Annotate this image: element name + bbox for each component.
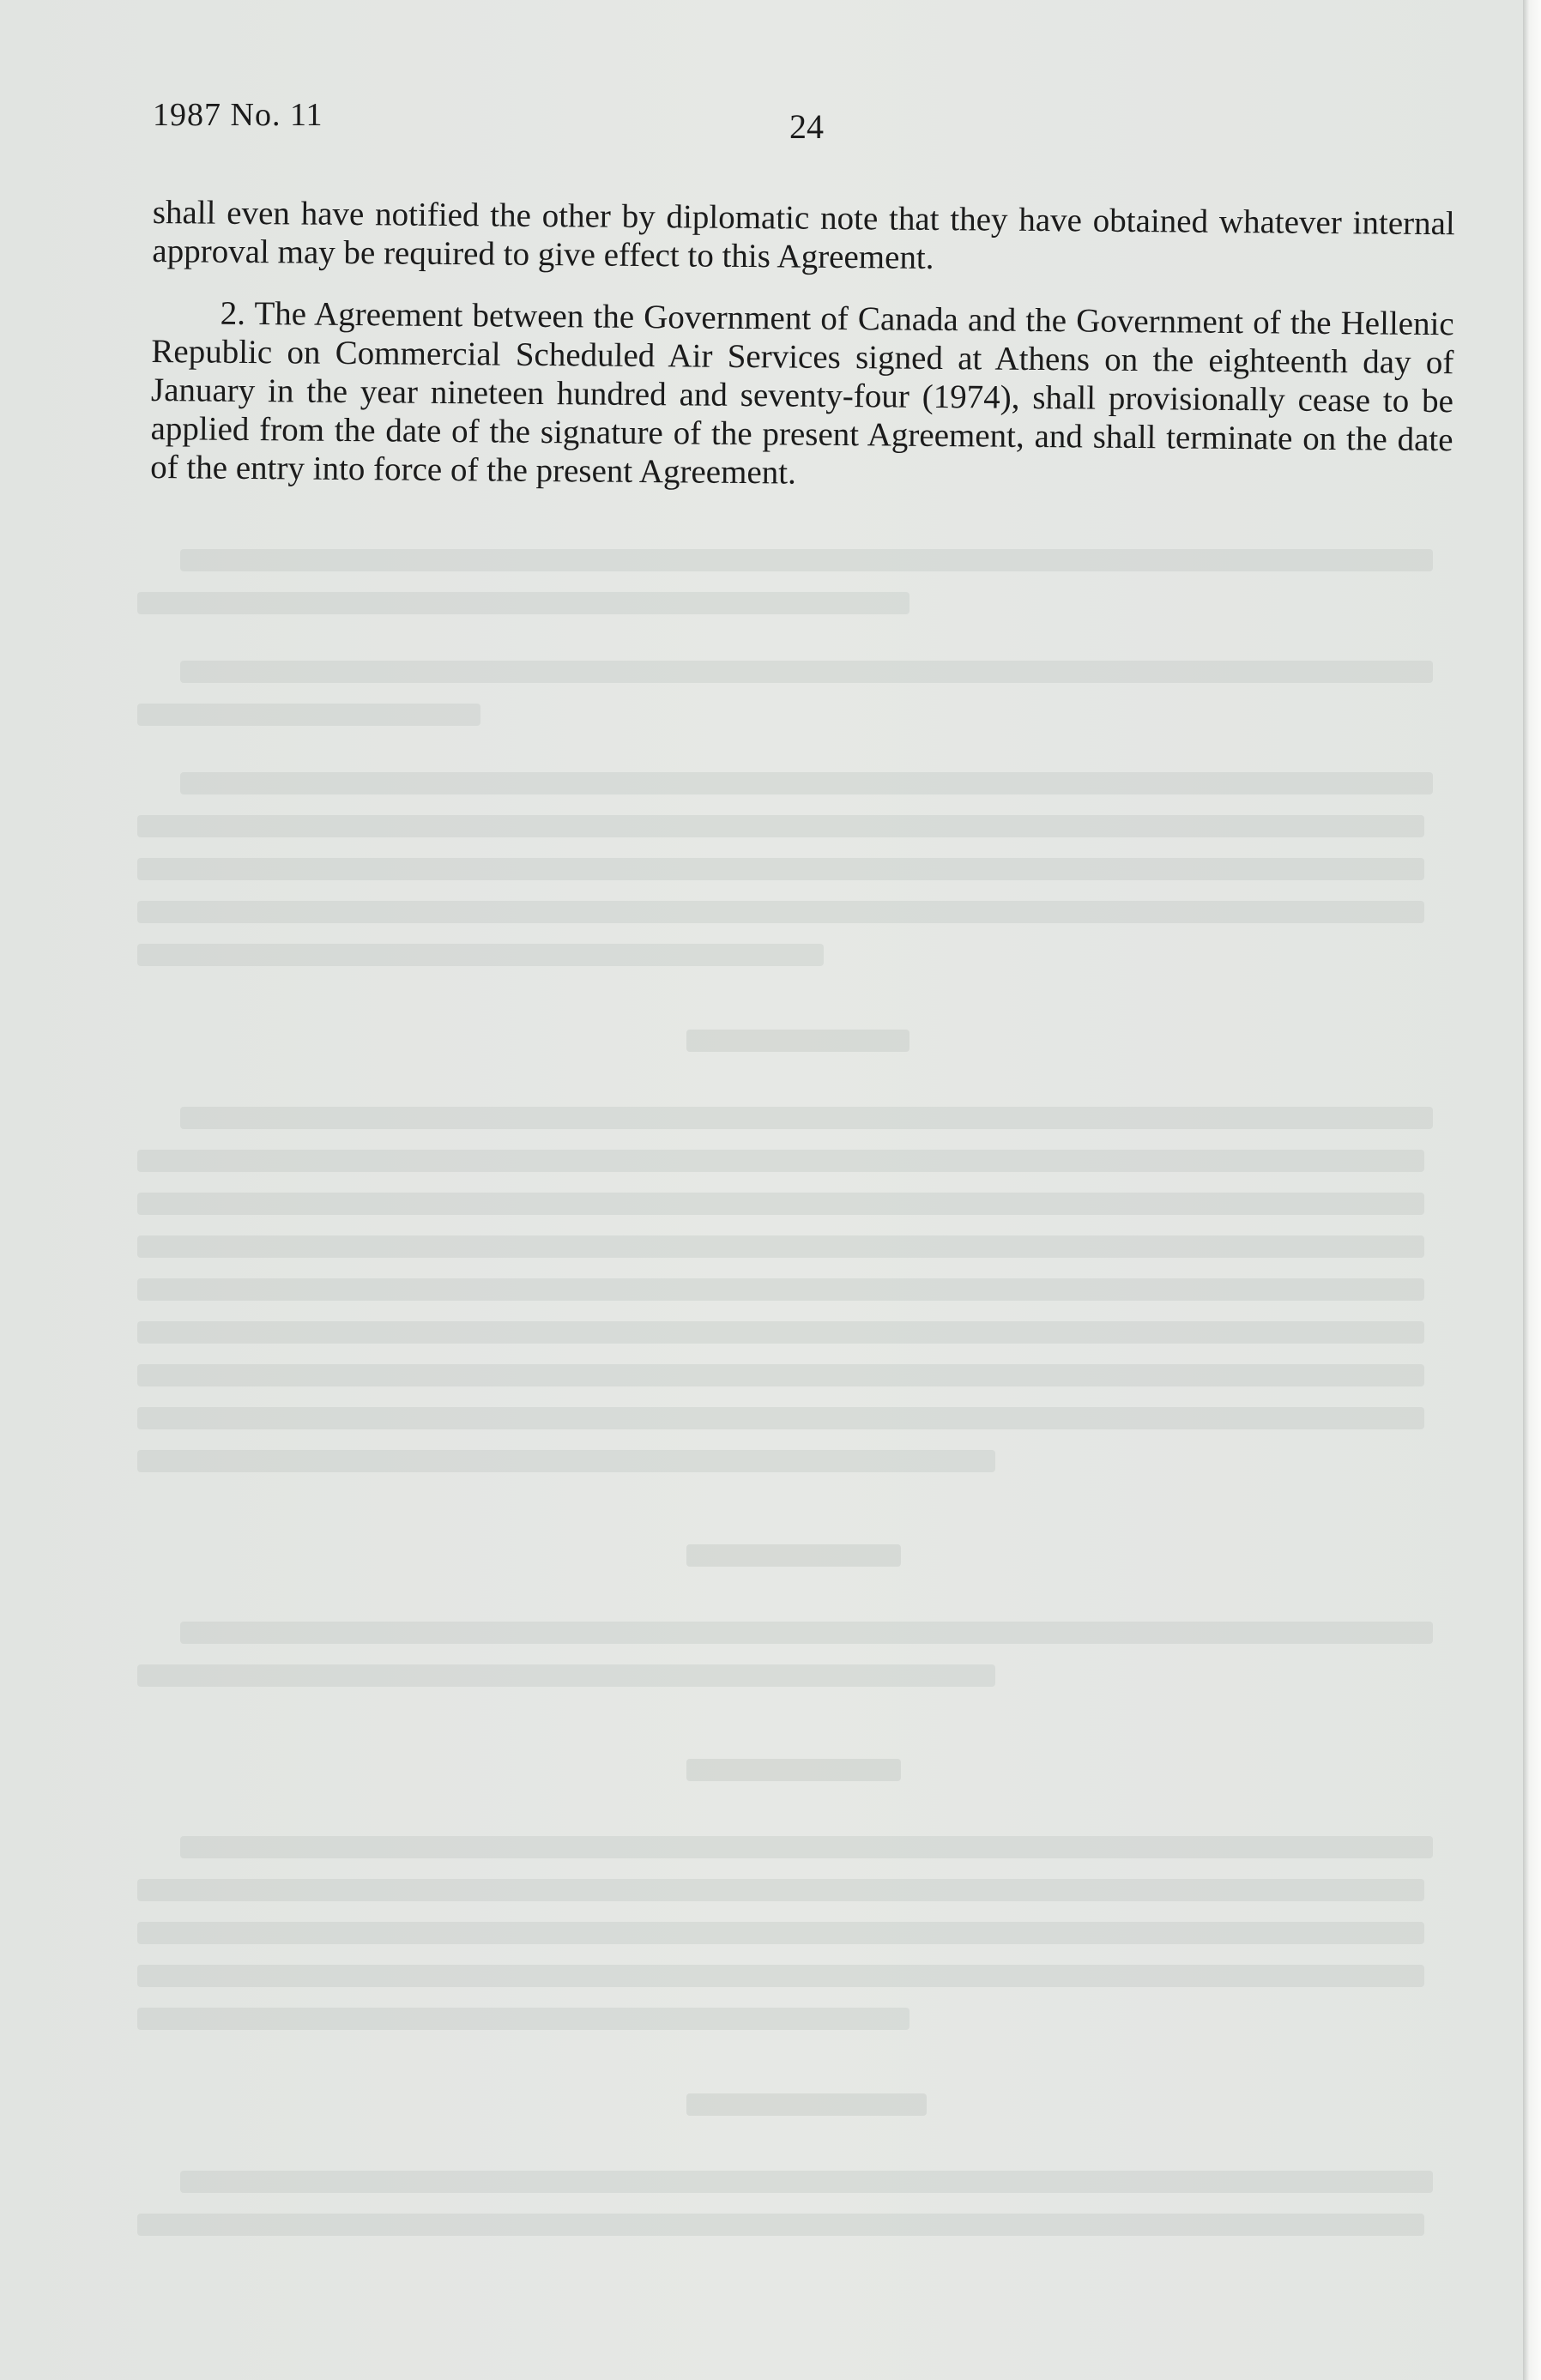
page-header xyxy=(153,96,1457,148)
page-edge xyxy=(1523,0,1541,2380)
paragraph-continuation: shall even have notified the other by diplomatic note that they have obtained whatever internal approval may be required to give effect to this Agreement. xyxy=(152,193,1455,276)
main-text xyxy=(150,193,1455,498)
gazette-reference: 1987 No. 11 xyxy=(153,97,323,133)
page-number: 24 xyxy=(789,107,824,146)
reverse-side-bleed-through xyxy=(129,549,1450,2231)
paragraph-2: 2. The Agreement between the Government of Canada and the Government of the Hellenic Republic on Commercial Scheduled Air Services signed at Athens on the eighteenth day of January in the year nineteen hundred and seventy-four (1974), shall provisionally cease to be applied from the date of the signature of the present Agreement, and shall terminate on the date of the entry into force of the present Agreement. xyxy=(150,294,1454,492)
